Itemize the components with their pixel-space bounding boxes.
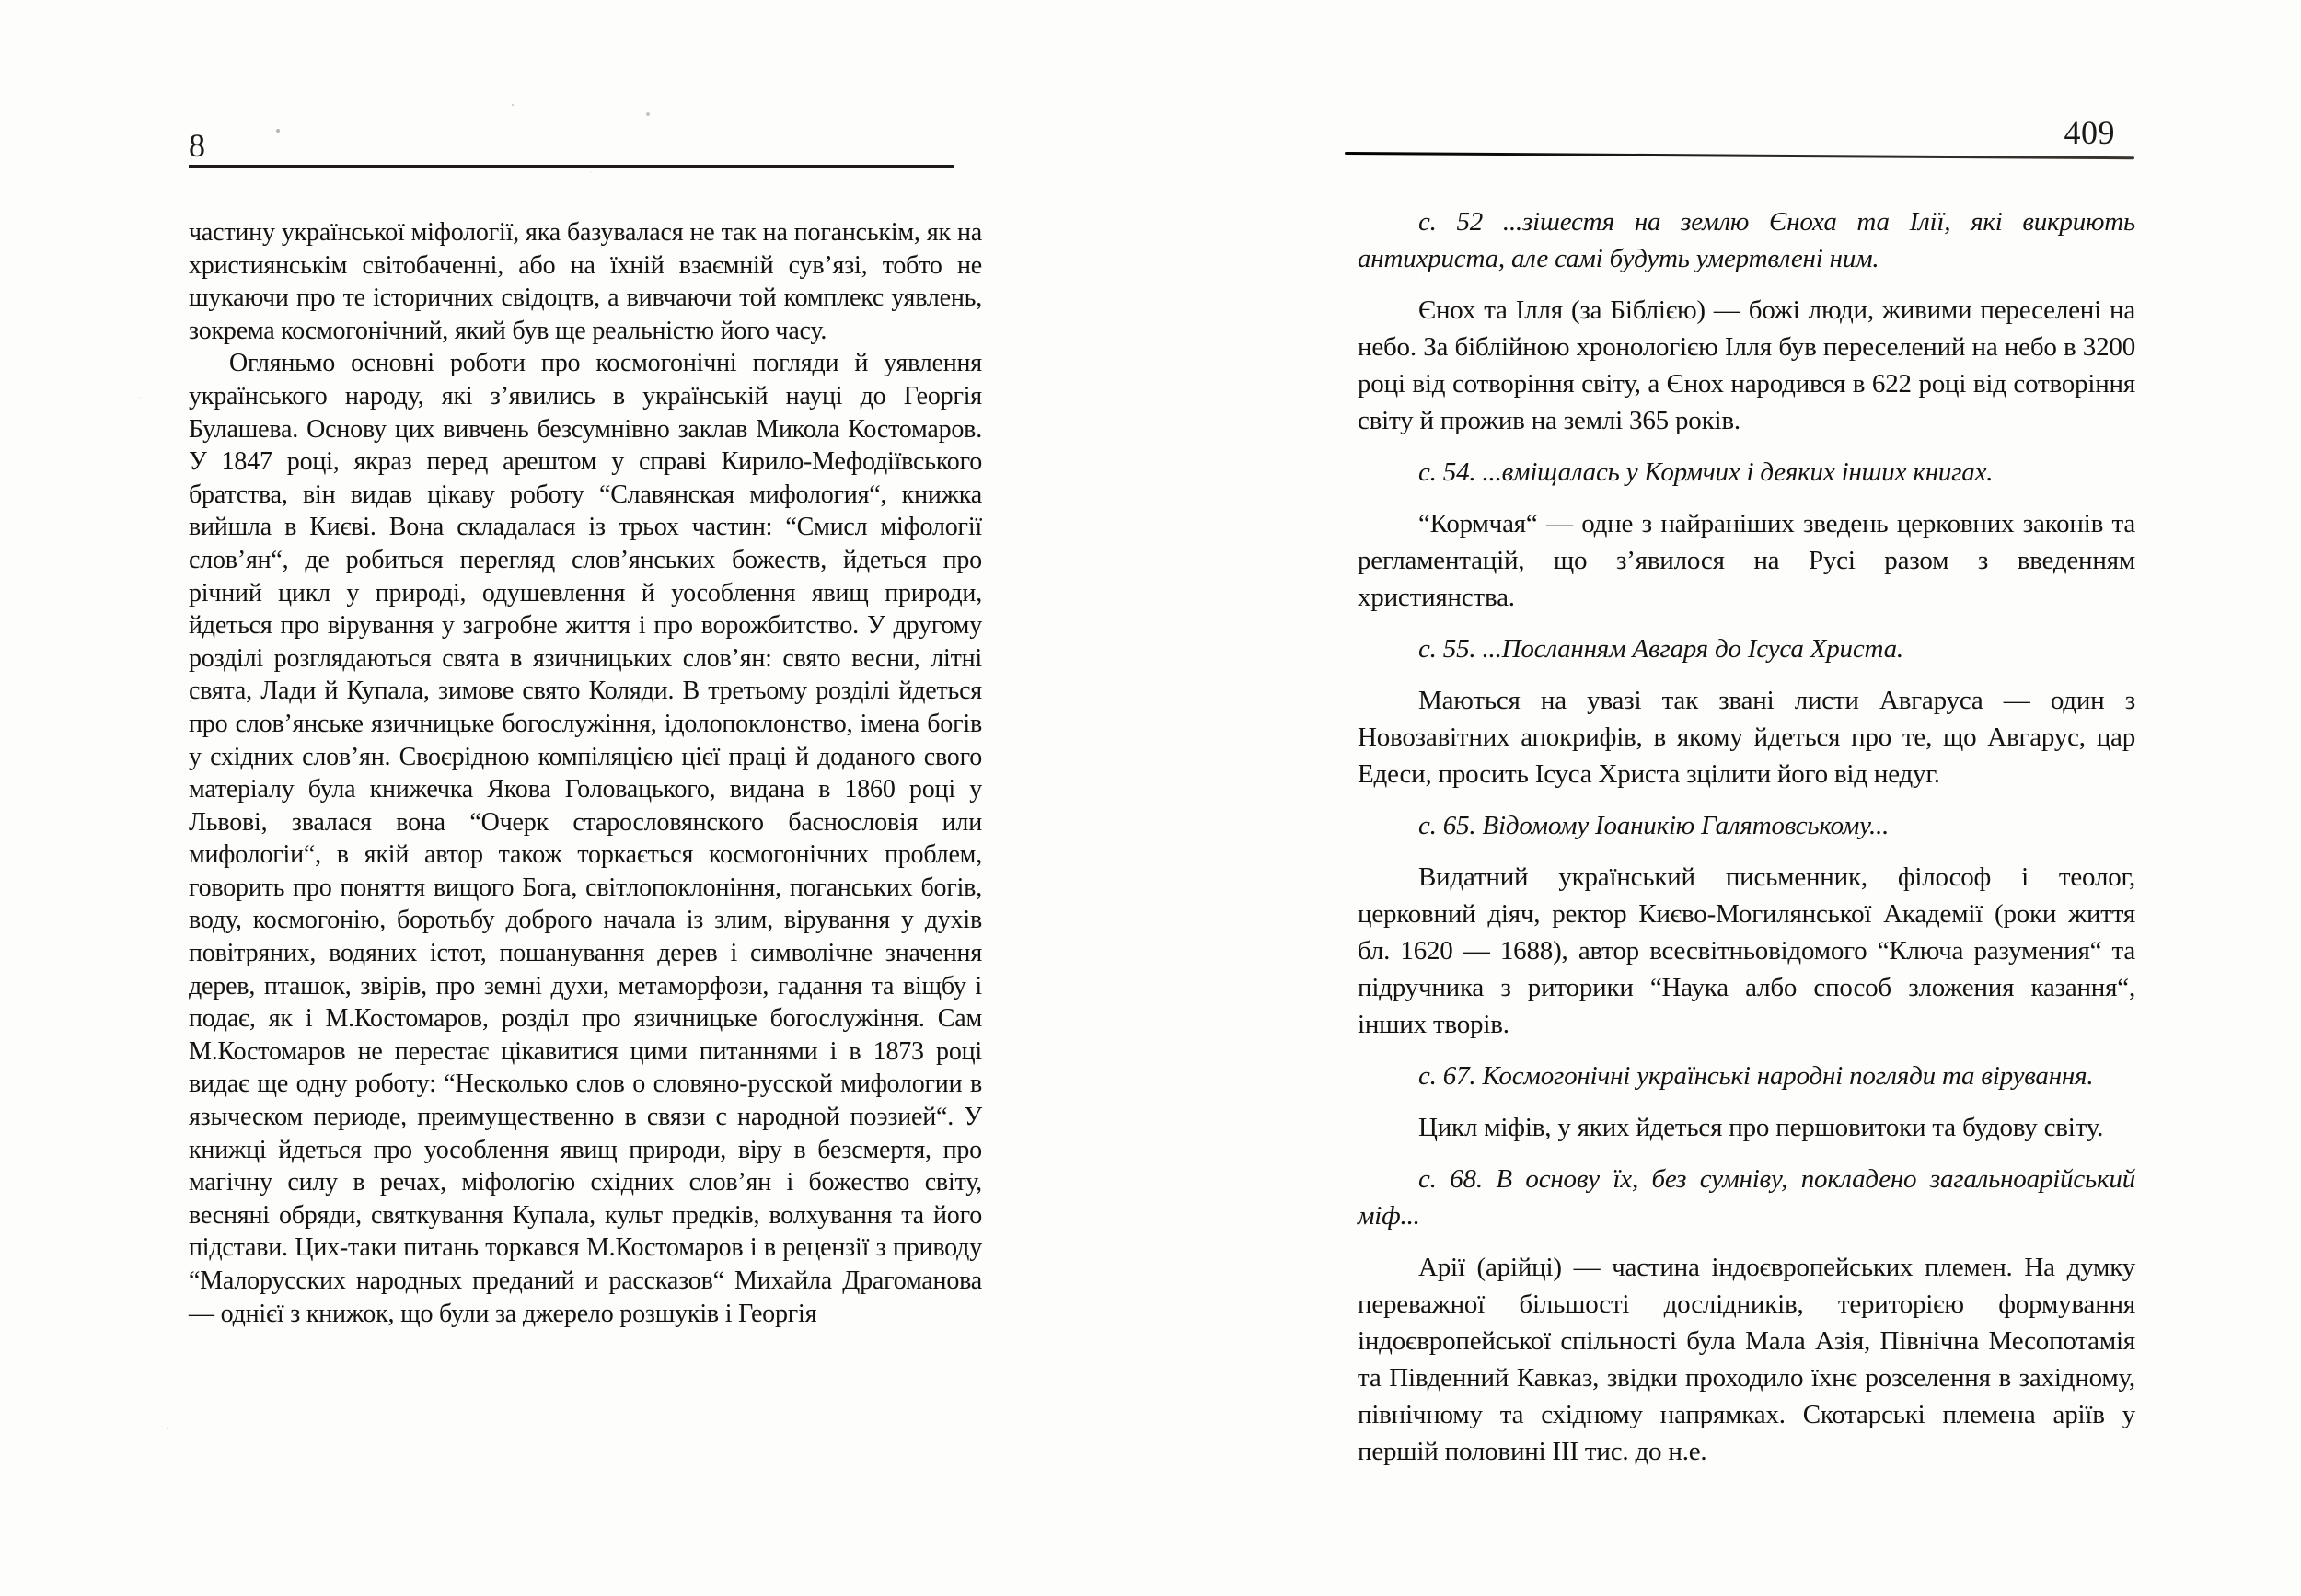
right-page-header: [1358, 116, 2135, 155]
paragraph: Огляньмо основні роботи про космогонічні погляди й уявлення українського народу, які з’явились в українській науці до Георгія Булашева. Основу цих вивчень безсумнівно заклав Микола Костомаров. У 1847 році, якраз перед арештом у справі Кирило-Мефодіївського братства, він видав цікаву роботу “Славянская мифология“, книжка вийшла в Києві. Вона складалася із трьох частин: “Смисл міфології слов’ян“, де робиться перегляд слов’янських божеств, йдеться про річний цикл у природі, одушевлення й уособлення явищ природи, йдеться про вірування у загробне життя і про ворожбитство. У другому розділі розглядаються свята в язичницьких слов’ян: свято весни, літні свята, Лади й Купала, зимове свято Коляди. В третьому розділі йдеться про слов’янське язичницьке богослужіння, ідолопоклонство, імена богів у східних слов’ян. Своєрідною компіляцією цієї праці й доданого свого матеріалу була книжечка Якова Головацького, видана в 1860 році у Львові, звалася вона “Очерк старословянского баснословія или мифологіи“, в якій автор також торкається космогонічних проблем, говорить про поняття вищого Бога, світлопоклоніння, поганських богів, воду, космогонію, боротьбу доброго начала із злим, вірування у духів повітряних, водяних істот, пошанування дерев і символічне значення дерев, пташок, звірів, про земні духи, метаморфози, гадання та віщбу і подає, як і М.Костомаров, розділ про язичницьке богослужіння. Сам М.Костомаров не перестає цікавитися цими питаннями і в 1873 році видає ще одну роботу: “Несколько слов о словяно-русской мифологии в языческом периоде, преимущественно в связи с народной поэзией“. У книжці йдеться про уособлення явищ природи, віру в безсмертя, про магічну силу в речах, міфологію східних слов’ян і божество світу, весняні обряди, святкування Купала, культ предків, волхування та його підстави. Цих-таки питань торкався М.Костомаров і в рецензії з приводу “Малорусских народных преданий и рассказов“ Михайла Драгоманова — однієї з книжок, що були за джерело розшуків і Георгія: [189, 349, 982, 1328]
scan-specks: [276, 129, 280, 133]
glossary-entry: с. 65. Відомому Іоаникію Галятовському...: [1418, 811, 1890, 840]
left-page-header: [189, 129, 982, 168]
glossary-entry: с. 54. ...вміщалась у Кормчих і деяких інших книгах.: [1418, 457, 1994, 487]
paragraph: Арії (арійці) — частина індоєвропейських племен. На думку переважної більшості дослідників, територією формування індоєвропейської спільності була Мала Азія, Північна Месопотамія та Південний Кавказ, звідки проходило їхнє розселення в західному, північному та східному напрямках. Скотарські племена аріїв у першій половині III тис. до н.е.: [1358, 1253, 2135, 1466]
paragraph: Цикл міфів, у яких йдеться про першовитоки та будову світу.: [1418, 1113, 2104, 1142]
paragraph: частину української міфології, яка базувалася не так на поганськім, як на християнськім світобаченні, або на їхній взаємній сув’язі, тобто не шукаючи про те історичних свідоцтв, а вивчаючи той комплекс уявлень, зокрема космогонічний, який був ще реальністю його часу.: [189, 218, 982, 345]
header-rule-left: [189, 165, 954, 168]
paragraph: Маються на увазі так звані листи Авгаруса — один з Новозавітних апокрифів, в якому йдеться про те, що Авгарус, цар Едеси, просить Ісуса Христа зцілити його від недуг.: [1358, 686, 2135, 789]
right-page: [1358, 116, 2135, 1470]
left-page: [189, 129, 982, 1330]
glossary-entry: с. 55. ...Посланням Авгаря до Ісуса Христа.: [1418, 634, 1903, 664]
right-page-text: [1358, 203, 2135, 1470]
header-rule-right: [1345, 152, 2134, 159]
page-number-left: 8: [189, 127, 206, 164]
glossary-entry: с. 52 ...зішестя на землю Єноха та Ілії, які викриють антихриста, але самі будуть умертвлені ним.: [1358, 207, 2135, 273]
page-number-right: 409: [2064, 114, 2115, 151]
glossary-entry: с. 68. В основу їх, без сумніву, покладено загальноарійський міф...: [1358, 1164, 2135, 1231]
paragraph: Єнох та Ілля (за Біблією) — божі люди, живими переселені на небо. За біблійною хронологією Ілля був переселений на небо в 3200 році від сотворіння світу, а Єнох народився в 622 році від сотворіння світу й прожив на землі 365 років.: [1358, 295, 2135, 435]
glossary-entry: с. 67. Космогонічні українські народні погляди та вірування.: [1418, 1061, 2094, 1091]
left-page-text: [189, 216, 982, 1330]
paragraph: Видатний український письменник, філософ і теолог, церковний діяч, ректор Києво-Могилянської Академії (роки життя бл. 1620 — 1688), автор всесвітньовідомого “Ключа разумения“ та підручника з риторики “Наука албо способ зложения казання“, інших творів.: [1358, 862, 2135, 1039]
paragraph: “Кормчая“ — одне з найраніших зведень церковних законів та регламентацій, що з’явилося на Русі разом з введенням християнства.: [1358, 509, 2135, 612]
